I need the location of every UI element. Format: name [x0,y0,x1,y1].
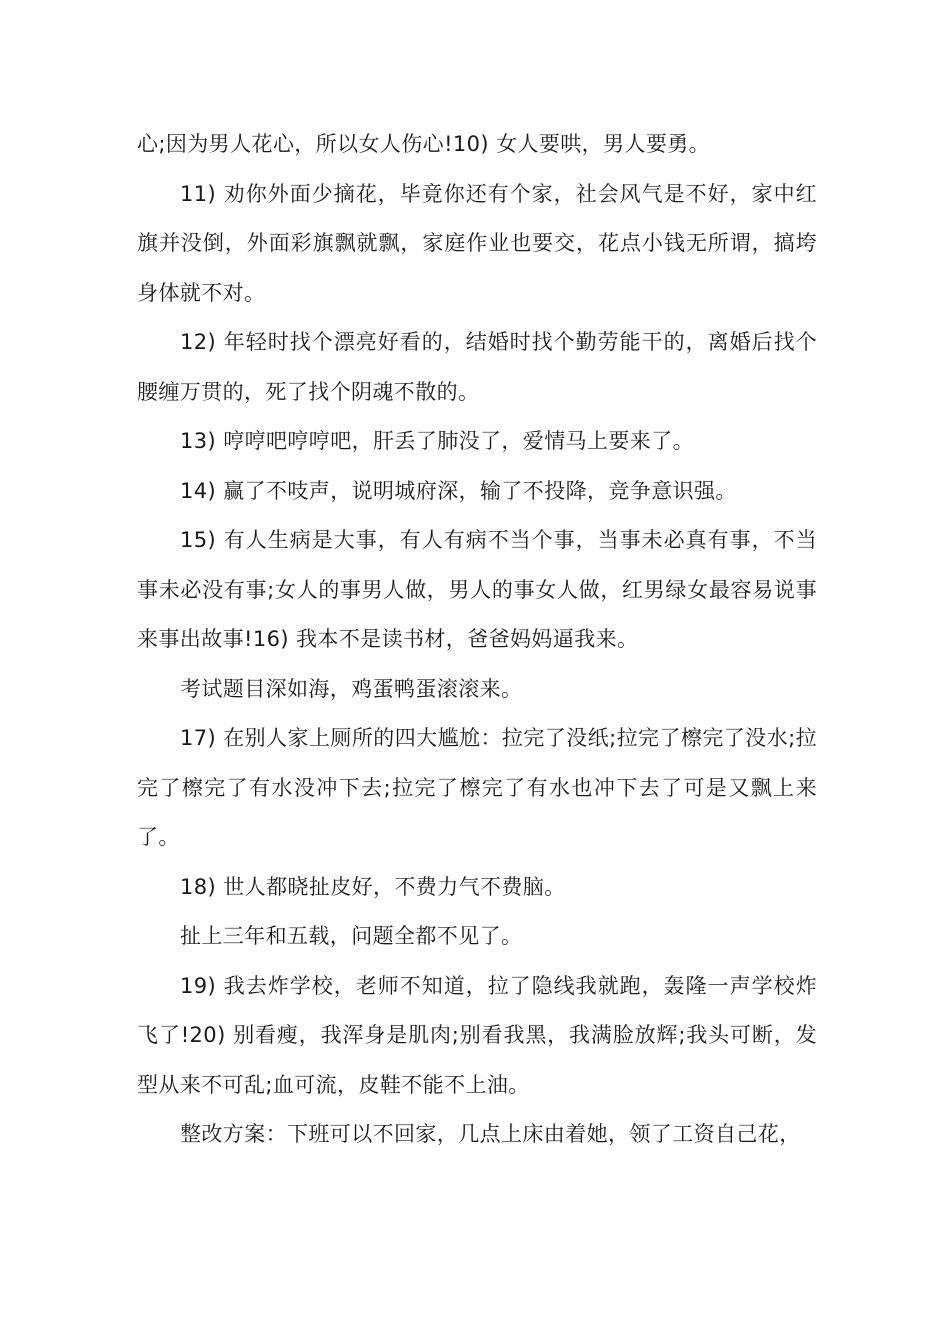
paragraph: 13) 哼哼吧哼哼吧，肝丢了肺没了，爱情马上要来了。 [180,429,694,453]
paragraph: 考试题目深如海，鸡蛋鸭蛋滚滚来。 [180,676,523,701]
paragraph: 17) 在别人家上厕所的四大尴尬：拉完了没纸;拉完了檫完了没水;拉完了檫完了有水没冲下去;拉完了檫完了有水也冲下去了可是又飘上来了。 [137,726,817,849]
paragraph: 11) 劝你外面少摘花，毕竟你还有个家，社会风气是不好，家中红旗并没倒，外面彩旗飘就飘，家庭作业也要交，花点小钱无所谓，搞垮身体就不对。 [137,181,817,305]
paragraph: 19) 我去炸学校，老师不知道，拉了隐线我就跑，轰隆一声学校炸飞了!20) 别看瘦，我浑身是肌肉;别看我黑，我满脸放辉;我头可断，发型从来不可乱;血可流，皮鞋不能不上油。 [137,973,817,1097]
document-body [137,120,817,1160]
paragraph: 14) 赢了不吱声，说明城府深，输了不投降，竞争意识强。 [180,478,737,503]
paragraph: 15) 有人生病是大事，有人有病不当个事，当事未必真有事，不当事未必没有事;女人的事男人做，男人的事女人做，红男绿女最容易说事来事出故事!16) 我本不是读书材，爸爸妈妈逼我来。 [137,528,817,651]
paragraph: 12) 年轻时找个漂亮好看的，结婚时找个勤劳能干的，离婚后找个腰缠万贯的，死了找个阴魂不散的。 [137,330,817,404]
paragraph: 扯上三年和五载，问题全都不见了。 [180,924,523,948]
paragraph: 整改方案：下班可以不回家，几点上床由着她，领了工资自己花， [180,1122,801,1146]
paragraph: 心;因为男人花心，所以女人伤心!10) 女人要哄，男人要勇。 [137,132,711,156]
paragraph: 18) 世人都晓扯皮好，不费力气不费脑。 [180,874,566,899]
